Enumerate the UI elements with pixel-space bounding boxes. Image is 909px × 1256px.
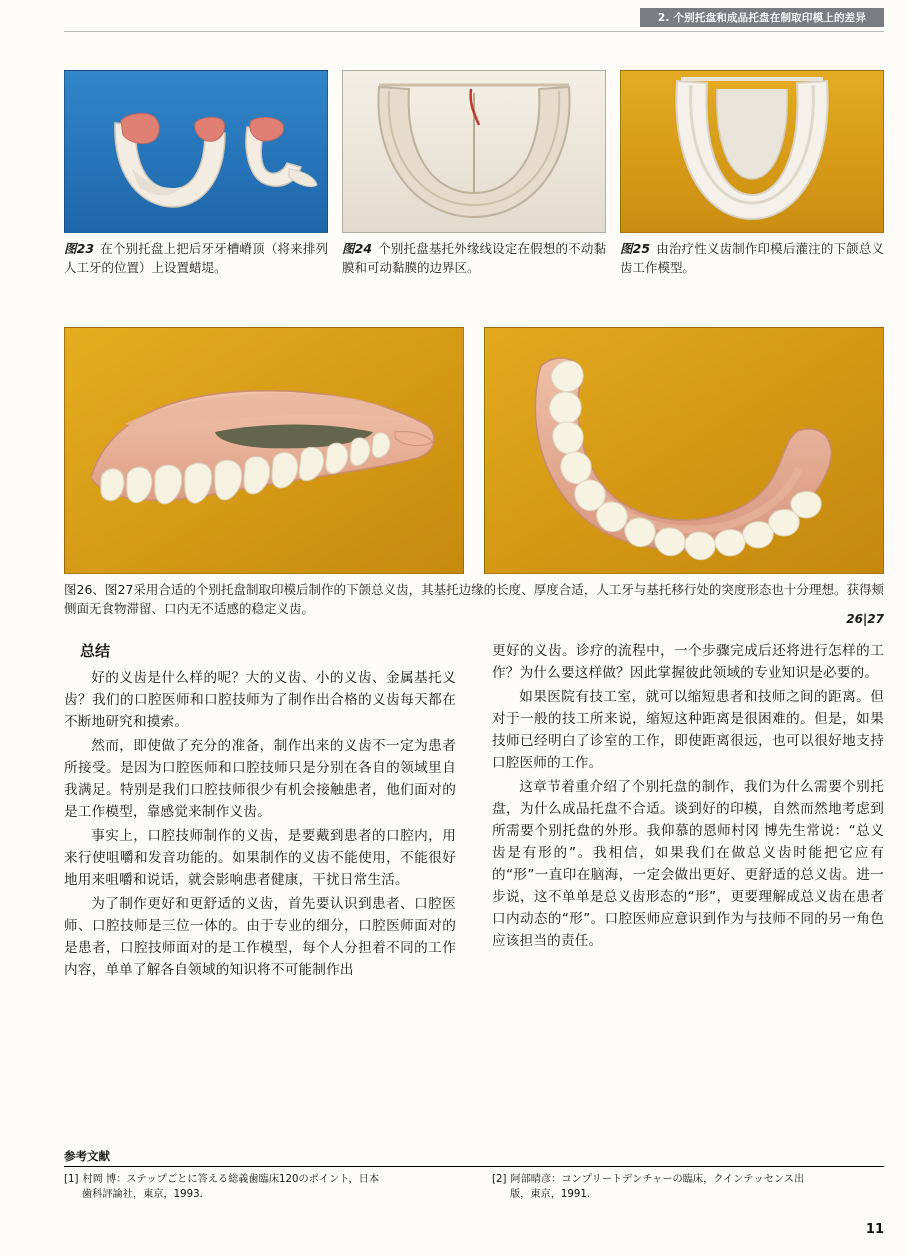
body-column-left (64, 640, 456, 983)
figure-26-27-caption-text: 采用合适的个别托盘制取印模后制作的下颌总义齿，其基托边缘的长度、厚度合适，人工牙与基托移行处的突度形态也十分理想。获得颊侧面无食物滞留、口内无不适感的稳定义齿。 (64, 582, 884, 617)
figure-24-label: 图24 (342, 241, 373, 256)
running-header-title: 2. 个别托盘和成品托盘在制取印模上的差异 (657, 12, 867, 24)
references-list (64, 1172, 884, 1203)
paragraph: 事实上，口腔技师制作的义齿，是要戴到患者的口腔内，用来行使咀嚼和发音功能的。如果制作的义齿不能使用，不能很好地用来咀嚼和说话，就会影响患者健康，干扰日常生活。 (64, 828, 456, 889)
body-column-right (492, 640, 884, 983)
figure-25-caption (620, 240, 884, 278)
figure-row-bottom (64, 327, 884, 574)
paragraph: 为了制作更好和更舒适的义齿，首先要认识到患者、口腔医师、口腔技师是三位一体的。由于专业的细分，口腔医师面对的是患者，口腔技师面对的是工作模型，每个人分担着不同的工作内容，单单了解各自领域的知识将不可能制作出 (64, 896, 456, 979)
paragraph: 更好的义齿。诊疗的流程中，一个步骤完成后还将进行怎样的工作？为什么要这样做？因此掌握彼此领域的专业知识是必要的。 (492, 643, 884, 682)
figure-23 (64, 70, 328, 278)
reference-item (492, 1172, 884, 1203)
figure-26-photo (64, 327, 464, 574)
paragraph: 然而，即使做了充分的准备，制作出来的义齿不一定为患者所接受。是因为口腔医师和口腔技师只是分别在各自的领域里自我满足。特别是我们口腔技师很少有机会接触患者，他们面对的是工作模型，靠感觉来制作义齿。 (64, 738, 456, 821)
figure-26-illustration (65, 328, 463, 573)
figure-24-photo (342, 70, 606, 233)
figure-24-caption (342, 240, 606, 278)
reference-line-1: 阿部晴彦：コンプリートデンチャーの臨床，クインテッセンス出 (510, 1174, 805, 1185)
figure-24 (342, 70, 606, 278)
references-heading: 参考文献 (64, 1149, 110, 1163)
figure-25 (620, 70, 884, 278)
figure-24-caption-text: 个别托盘基托外缘线设定在假想的不动黏膜和可动黏膜的边界区。 (342, 241, 606, 275)
figure-27-illustration (485, 328, 883, 573)
reference-number: [2] (492, 1174, 507, 1185)
reference-number: [1] (64, 1174, 79, 1185)
figure-25-label: 图25 (620, 241, 651, 256)
figure-25-illustration (621, 71, 883, 232)
reference-line-2: 歯科評論社，東京，1993. (82, 1189, 203, 1201)
figure-27-photo (484, 327, 884, 574)
references-divider (64, 1166, 884, 1167)
figure-25-photo (620, 70, 884, 233)
figure-24-illustration (343, 71, 605, 232)
figure-23-caption (64, 240, 328, 278)
reference-item (64, 1172, 456, 1203)
figure-23-illustration (65, 71, 327, 232)
paragraph: 好的义齿是什么样的呢？大的义齿、小的义齿、金属基托义齿？我们的口腔医师和口腔技师为了制作出合格的义齿每天都在不断地研究和摸索。 (64, 670, 456, 731)
section-title: 总结 (80, 642, 111, 660)
running-header (640, 8, 884, 27)
body-columns (64, 640, 884, 983)
figure-23-label: 图23 (64, 241, 95, 256)
figure-23-photo (64, 70, 328, 233)
reference-line-2: 版，東京，1991. (510, 1189, 591, 1201)
figure-26-27-label: 图26、图27 (64, 582, 134, 597)
figure-23-caption-text: 在个别托盘上把后牙牙槽嵴顶（将来排列人工牙的位置）上设置蜡堤。 (64, 241, 328, 275)
figure-page-marker: 26|27 (846, 612, 884, 626)
figure-row-top (64, 70, 884, 278)
paragraph: 如果医院有技工室，就可以缩短患者和技师之间的距离。但对于一般的技工所来说，缩短这种距离是很困难的。但是，如果技师已经明白了诊室的工作，即使距离很远，也可以很好地支持口腔医师的工作。 (492, 689, 884, 772)
reference-line-1: 村岡 博：ステップごとに答える総義歯臨床120のポイント，日本 (82, 1174, 380, 1185)
page-number: 11 (865, 1222, 884, 1237)
header-divider (64, 31, 884, 32)
paragraph: 这章节着重介绍了个别托盘的制作，我们为什么需要个别托盘，为什么成品托盘不合适。谈到好的印模，自然而然地考虑到所需要个别托盘的外形。我仰慕的恩师村冈 博先生常说：“总义齿是有形的”。我相信，如果我们在做总义齿时能把它应有的“形”一直印在脑海，一定会做出更好、更舒适的总义齿。进一步说，这不单单是总义齿形态的“形”，更要理解成总义齿在患者口内动态的“形”。口腔医师应意识到作为与技师不同的另一角色应该担当的责任。 (492, 779, 884, 950)
figure-25-caption-text: 由治疗性义齿制作印模后灌注的下颌总义齿工作模型。 (620, 241, 884, 275)
